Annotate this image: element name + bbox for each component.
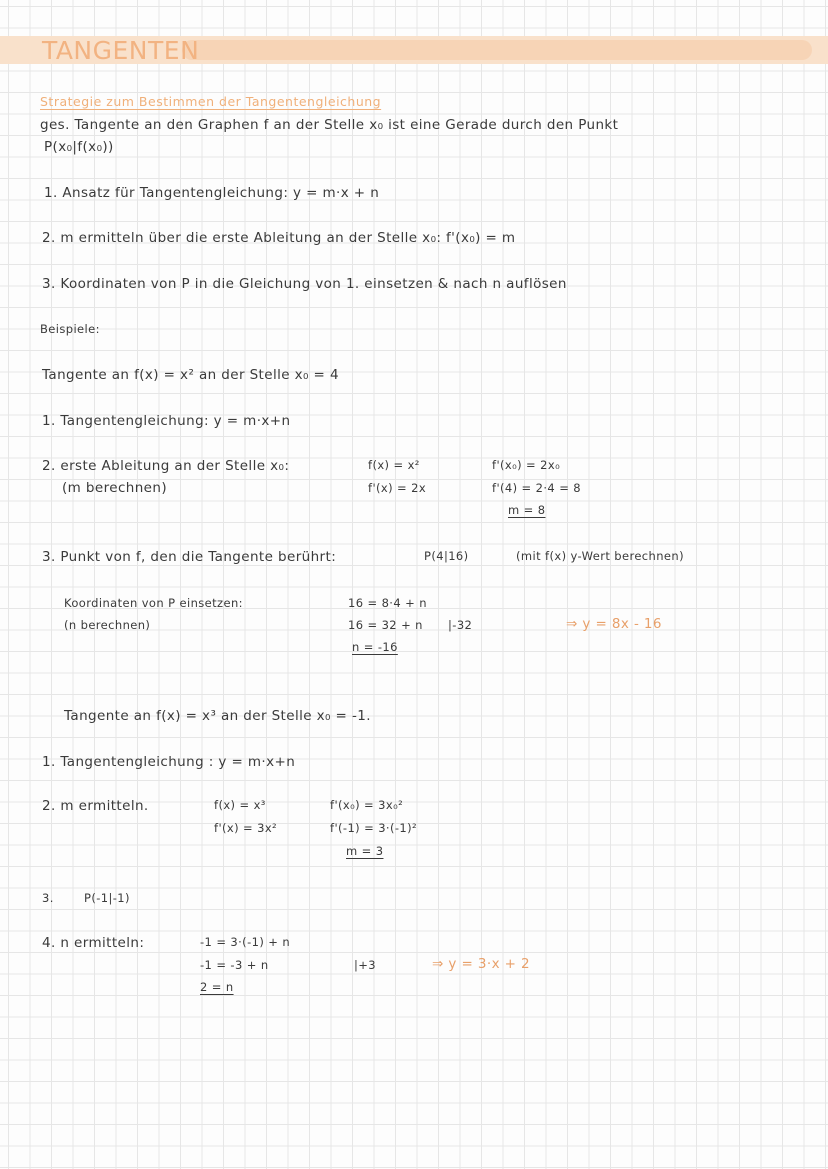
step-1: 1. Ansatz für Tangentengleichung: y = m·x + n xyxy=(44,185,380,201)
example1-coord-sub: (n berechnen) xyxy=(64,618,151,632)
example2-result: ⇒ y = 3·x + 2 xyxy=(432,956,531,972)
example2-f-minus1: f'(-1) = 3·(-1)² xyxy=(330,821,418,835)
example2-f-prime: f'(x) = 3x² xyxy=(214,821,278,835)
example2-eq1: -1 = 3·(-1) + n xyxy=(200,935,291,949)
example1-eq3: n = -16 xyxy=(352,640,398,654)
example2-eq2: -1 = -3 + n xyxy=(200,958,269,972)
example2-eq2-op: |+3 xyxy=(354,958,377,972)
example1-fx0: f'(x₀) = 2x₀ xyxy=(492,458,561,472)
example1-step3-label: 3. Punkt von f, den die Tangente berührt: xyxy=(42,549,337,565)
example2-eq3: 2 = n xyxy=(200,980,234,994)
example2-heading: Tangente an f(x) = x³ an der Stelle x₀ = -1. xyxy=(64,708,371,724)
example2-f: f(x) = x³ xyxy=(214,798,266,812)
example1-step1: 1. Tangentengleichung: y = m·x+n xyxy=(42,413,291,429)
example2-step3-point: P(-1|-1) xyxy=(84,891,130,905)
example2-step1: 1. Tangentengleichung : y = m·x+n xyxy=(42,754,296,770)
example1-coord-label: Koordinaten von P einsetzen: xyxy=(64,596,243,610)
page-title: TANGENTEN xyxy=(42,36,200,65)
example1-point-note: (mit f(x) y-Wert berechnen) xyxy=(516,549,684,563)
example1-result: ⇒ y = 8x - 16 xyxy=(566,616,662,632)
example2-step4-label: 4. n ermitteln: xyxy=(42,935,145,951)
intro-line-1: ges. Tangente an den Graphen f an der Stelle x₀ ist eine Gerade durch den Punkt xyxy=(40,117,619,133)
example1-heading: Tangente an f(x) = x² an der Stelle x₀ = 4 xyxy=(42,367,339,383)
strategy-heading: Strategie zum Bestimmen der Tangentengleichung xyxy=(40,94,382,109)
example1-step2-sub: (m berechnen) xyxy=(62,480,168,496)
example2-fx0: f'(x₀) = 3x₀² xyxy=(330,798,404,812)
intro-line-2: P(x₀|f(x₀)) xyxy=(44,139,114,155)
example1-f-prime: f'(x) = 2x xyxy=(368,481,427,495)
example1-point: P(4|16) xyxy=(424,549,469,563)
beispiele-label: Beispiele: xyxy=(40,322,100,336)
example1-step2-label: 2. erste Ableitung an der Stelle x₀: xyxy=(42,458,290,474)
example1-f: f(x) = x² xyxy=(368,458,420,472)
example1-eq2: 16 = 32 + n xyxy=(348,618,423,632)
example1-eq1: 16 = 8·4 + n xyxy=(348,596,427,610)
example2-m-result: m = 3 xyxy=(346,844,384,858)
step-3: 3. Koordinaten von P in die Gleichung von 1. einsetzen & nach n auflösen xyxy=(42,276,567,292)
example1-eq2-op: |-32 xyxy=(448,618,473,632)
example2-step2-label: 2. m ermitteln. xyxy=(42,798,149,814)
example2-step3-num: 3. xyxy=(42,891,54,905)
title-pill xyxy=(182,40,812,60)
step-2: 2. m ermitteln über die erste Ableitung an der Stelle x₀: f'(x₀) = m xyxy=(42,230,516,246)
example1-m-result: m = 8 xyxy=(508,503,546,517)
example1-f4: f'(4) = 2·4 = 8 xyxy=(492,481,581,495)
